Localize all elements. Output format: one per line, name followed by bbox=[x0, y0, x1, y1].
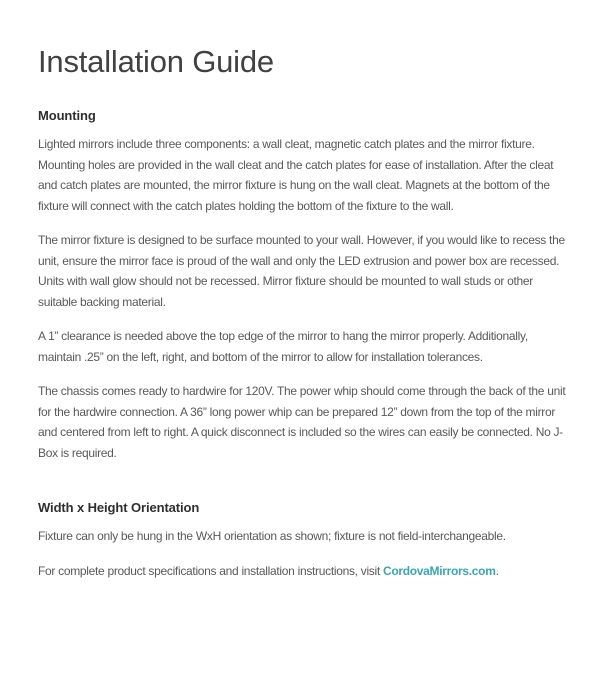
orientation-paragraph: Fixture can only be hung in the WxH orientation as shown; fixture is not field-interchangeable. bbox=[38, 529, 506, 543]
section-orientation bbox=[38, 500, 568, 581]
specs-link-paragraph bbox=[38, 561, 570, 582]
section-heading-orientation: Width x Height Orientation bbox=[38, 500, 200, 515]
mounting-paragraph-components: Lighted mirrors include three components: a wall cleat, magnetic catch plates and the mirror fixture. Mounting holes are provided in the wall cleat and the catch plates for ease of installation. After the cleat and catch plates are mounted, the mirror fixture is hung on the wall cleat. Magnets at the bottom of the fixture will connect with the catch plates holding the bottom of the fixture to the wall. bbox=[38, 137, 554, 213]
page-title: Installation Guide bbox=[38, 44, 274, 79]
link-paragraph-suffix: . bbox=[495, 563, 499, 578]
mounting-paragraph-hardwire: The chassis comes ready to hardwire for 120V. The power whip should come through the back of the unit for the hardwire connection. A 36” long power whip can be prepared 12” down from the top of the mirror and centered from left to right. A quick disconnect is included so the wires can easily be connected. No J-Box is required. bbox=[38, 384, 566, 460]
link-paragraph-prefix: For complete product specifications and installation instructions, visit bbox=[38, 563, 383, 578]
section-mounting bbox=[38, 108, 568, 463]
cordova-mirrors-link[interactable]: CordovaMirrors.com bbox=[382, 563, 496, 578]
mounting-paragraph-surface-mount: The mirror fixture is designed to be surface mounted to your wall. However, if you would like to recess the unit, ensure the mirror face is proud of the wall and only the LED extrusion and power box are recessed. Units with wall glow should not be recessed. Mirror fixture should be mounted to wall studs or other suitable backing material. bbox=[38, 233, 565, 309]
mounting-paragraph-clearance: A 1” clearance is needed above the top edge of the mirror to hang the mirror properly. Additionally, maintain .25” on the left, right, and bottom of the mirror to allow for installation tolerances. bbox=[38, 329, 528, 364]
section-heading-mounting: Mounting bbox=[38, 108, 96, 123]
